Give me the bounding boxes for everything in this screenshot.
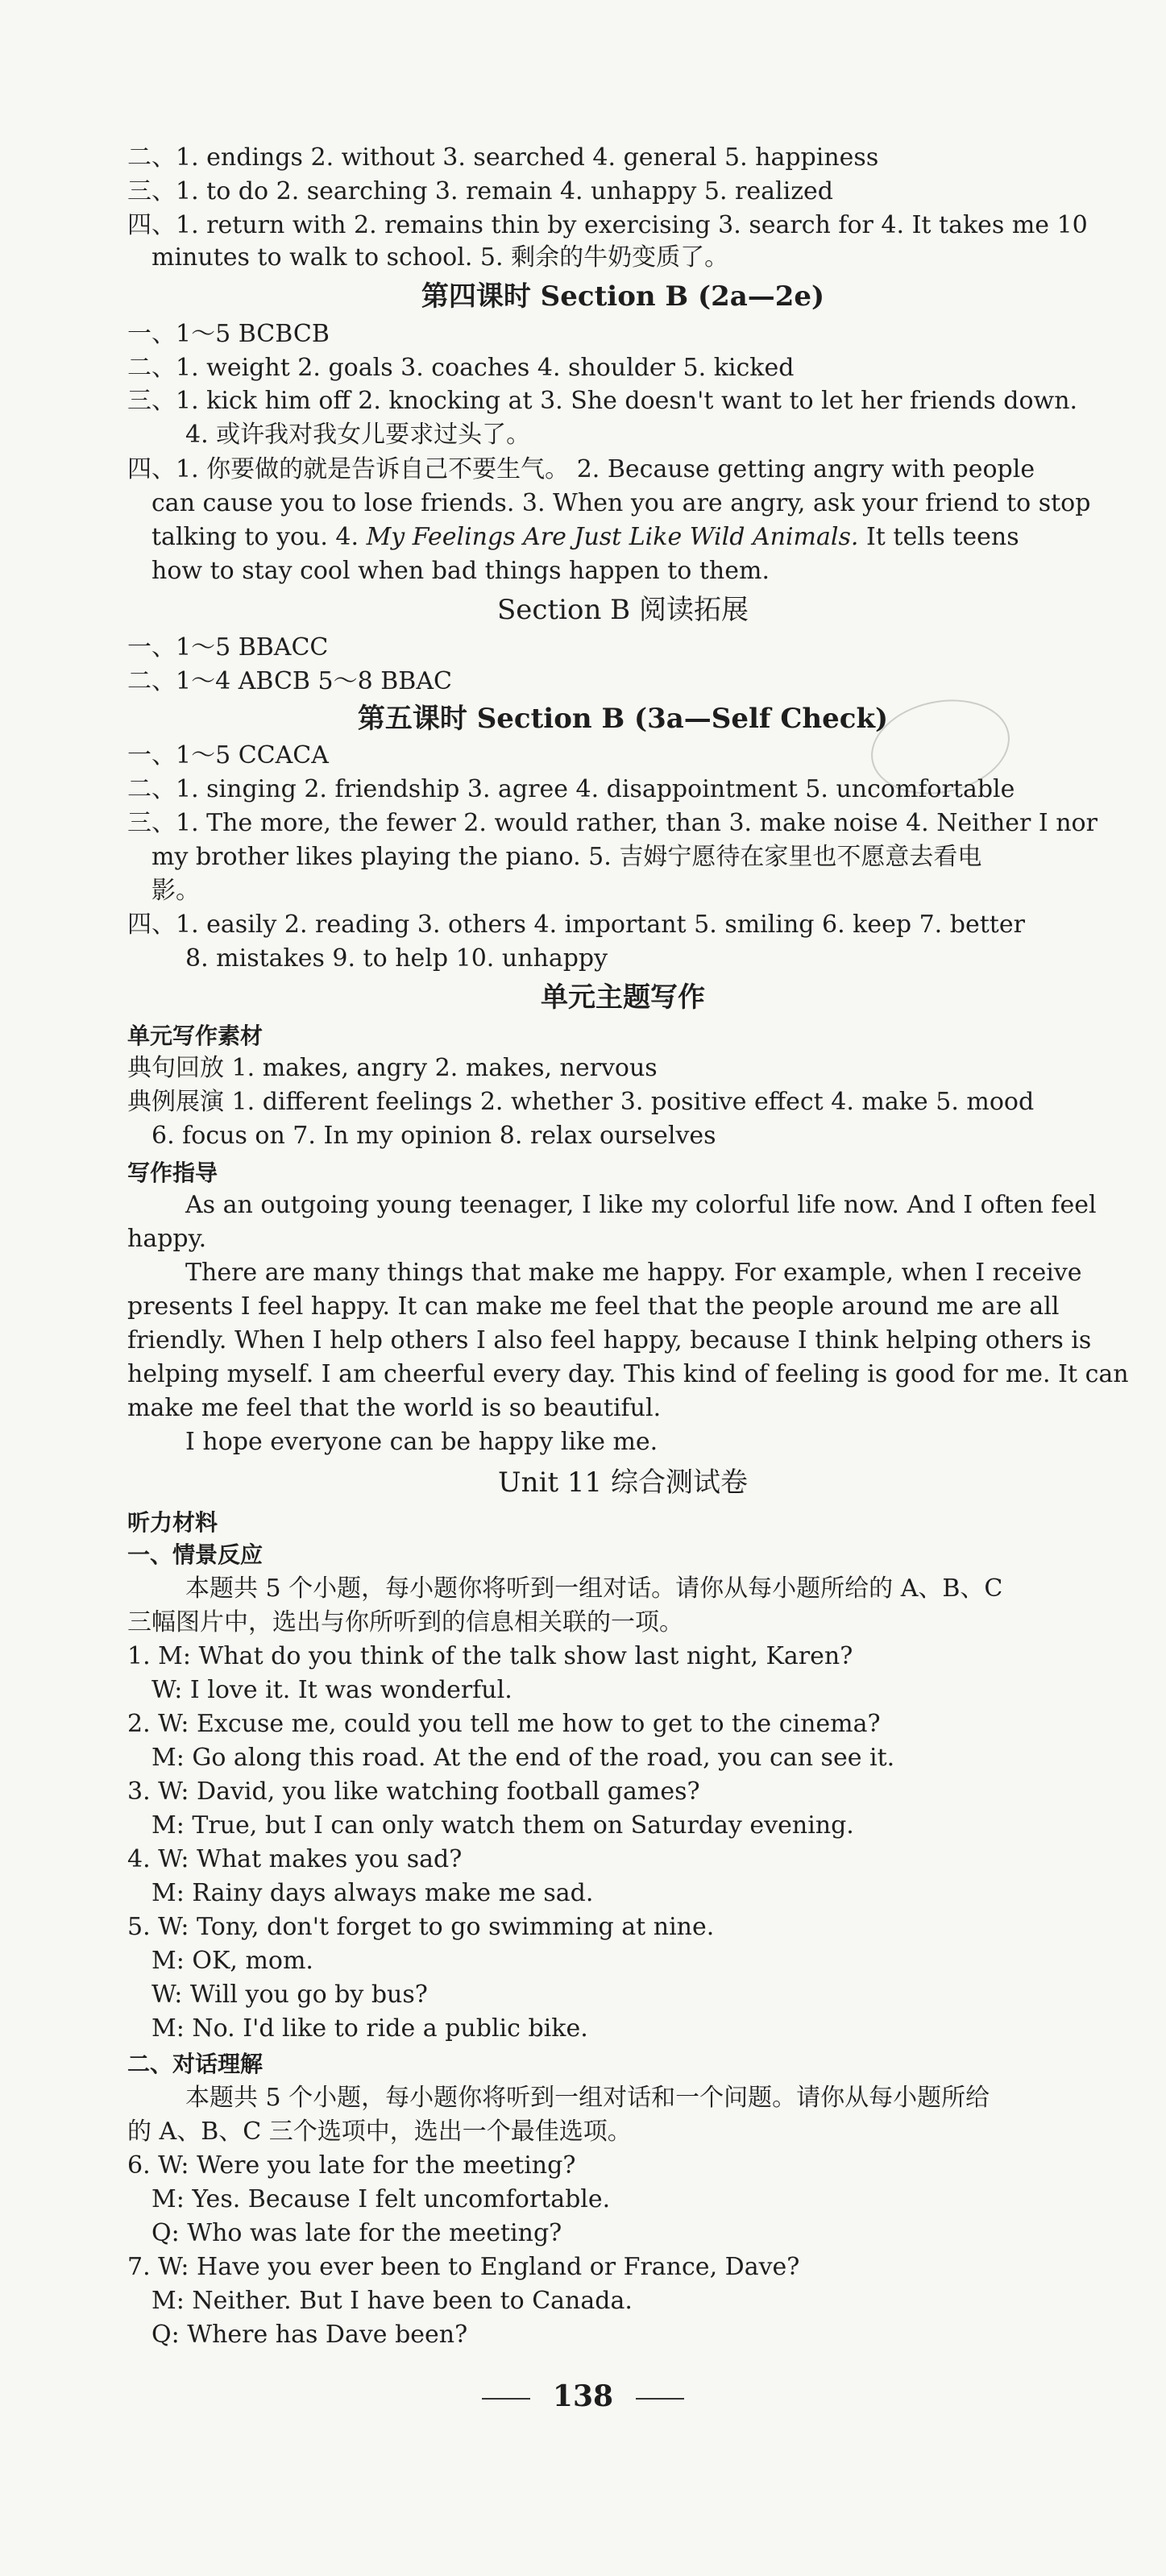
dialogue-line: 5. W: Tony, don't forget to go swimming at nine. <box>127 1913 715 1941</box>
dialogue-line: M: Yes. Because I felt uncomfortable. <box>151 2185 611 2213</box>
subheading: 写作指导 <box>127 1159 218 1186</box>
essay-line: friendly. When I help others I also feel happy, because I think helping others is <box>127 1326 1092 1354</box>
answer-line: can cause you to lose friends. 3. When you are angry, ask your friend to stop <box>151 489 1091 517</box>
answer-line: 影。 <box>151 877 200 905</box>
dialogue-line: M: Neither. But I have been to Canada. <box>151 2287 633 2315</box>
book-title: My Feelings Are Just Like Wild Animals. <box>366 523 859 551</box>
instruction-line: 三幅图片中，选出与你所听到的信息相关联的一项。 <box>127 1608 683 1636</box>
answer-text: talking to you. 4. <box>151 523 367 551</box>
answer-line: 二、1. endings 2. without 3. searched 4. general 5. happiness <box>127 143 879 172</box>
answer-line: 二、1～4 ABCB 5～8 BBAC <box>127 667 452 695</box>
answer-line: 三、1. kick him off 2. knocking at 3. She doesn't want to let her friends down. <box>127 387 1078 415</box>
dialogue-line: Q: Where has Dave been? <box>151 2321 468 2349</box>
answer-line: 6. focus on 7. In my opinion 8. relax ourselves <box>151 1122 716 1150</box>
section-title: Unit 11 综合测试卷 <box>498 1466 748 1499</box>
answer-text: It tells teens <box>858 523 1019 551</box>
instruction-line: 的 A、B、C 三个选项中，选出一个最佳选项。 <box>127 2118 632 2146</box>
section-title: 单元主题写作 <box>541 981 705 1014</box>
instruction-line: 本题共 5 个小题，每小题你将听到一组对话。请你从每小题所给的 A、B、C <box>185 1574 1003 1603</box>
subheading: 听力材料 <box>127 1509 218 1536</box>
dialogue-line: 4. W: What makes you sad? <box>127 1845 463 1873</box>
dialogue-line: 7. W: Have you ever been to England or France, Dave? <box>127 2253 800 2281</box>
subheading: 单元写作素材 <box>127 1023 263 1049</box>
answer-line: 四、1. return with 2. remains thin by exercising 3. search for 4. It takes me 10 <box>127 211 1088 239</box>
answer-line: how to stay cool when bad things happen to them. <box>151 557 770 585</box>
answer-line: 4. 或许我对我女儿要求过头了。 <box>185 421 531 449</box>
essay-line: happy. <box>127 1225 207 1253</box>
section-title: 第五课时 Section B (3a—Self Check) <box>357 703 889 735</box>
subheading: 二、对话理解 <box>127 2051 263 2077</box>
essay-line: As an outgoing young teenager, I like my colorful life now. And I often feel <box>185 1191 1097 1219</box>
answer-line: my brother likes playing the piano. 5. 吉姆宁愿待在家里也不愿意去看电 <box>151 843 982 871</box>
answer-line: 三、1. The more, the fewer 2. would rather, than 3. make noise 4. Neither I nor <box>127 809 1098 837</box>
footer-rule <box>636 2398 684 2400</box>
section-title: 第四课时 Section B (2a—2e) <box>421 280 825 313</box>
essay-line: make me feel that the world is so beautiful. <box>127 1394 662 1422</box>
answer-line: 二、1. weight 2. goals 3. coaches 4. shoulder 5. kicked <box>127 354 795 382</box>
dialogue-line: 6. W: Were you late for the meeting? <box>127 2151 576 2180</box>
dialogue-line: 2. W: Excuse me, could you tell me how to get to the cinema? <box>127 1710 881 1738</box>
dialogue-line: M: True, but I can only watch them on Saturday evening. <box>151 1811 854 1840</box>
page-footer <box>0 2377 1166 2416</box>
answer-line: 一、1～5 CCACA <box>127 741 329 769</box>
essay-line: presents I feel happy. It can make me feel that the people around me are all <box>127 1292 1060 1321</box>
answer-line <box>151 521 1143 554</box>
essay-line: helping myself. I am cheerful every day. This kind of feeling is good for me. It can <box>127 1360 1129 1388</box>
answer-line: 三、1. to do 2. searching 3. remain 4. unhappy 5. realized <box>127 177 833 205</box>
dialogue-line: M: Go along this road. At the end of the road, you can see it. <box>151 1744 895 1772</box>
answer-line: 四、1. 你要做的就是告诉自己不要生气。 2. Because getting angry with people <box>127 455 1035 483</box>
answer-line: 一、1～5 BCBCB <box>127 320 330 348</box>
dialogue-line: 1. M: What do you think of the talk show last night, Karen? <box>127 1642 853 1670</box>
section-title: Section B 阅读拓展 <box>497 594 749 626</box>
footer-rule <box>482 2398 530 2400</box>
essay-line: I hope everyone can be happy like me. <box>185 1428 658 1456</box>
dialogue-line: M: No. I'd like to ride a public bike. <box>151 2014 588 2043</box>
dialogue-line: M: OK, mom. <box>151 1947 313 1975</box>
answer-line: 一、1～5 BBACC <box>127 633 329 662</box>
essay-line: There are many things that make me happy. For example, when I receive <box>185 1259 1082 1287</box>
subheading: 一、情景反应 <box>127 1541 263 1568</box>
dialogue-line: Q: Who was late for the meeting? <box>151 2219 562 2247</box>
dialogue-line: W: I love it. It was wonderful. <box>151 1676 512 1704</box>
dialogue-line: 3. W: David, you like watching football games? <box>127 1777 700 1806</box>
instruction-line: 本题共 5 个小题，每小题你将听到一组对话和一个问题。请你从每小题所给 <box>185 2084 990 2112</box>
dialogue-line: W: Will you go by bus? <box>151 1981 428 2009</box>
answer-line: minutes to walk to school. 5. 剩余的牛奶变质了。 <box>151 243 729 272</box>
answer-line: 二、1. singing 2. friendship 3. agree 4. disappointment 5. uncomfortable <box>127 775 1015 803</box>
answer-line: 典句回放 1. makes, angry 2. makes, nervous <box>127 1054 658 1082</box>
answer-line: 8. mistakes 9. to help 10. unhappy <box>185 944 608 973</box>
dialogue-line: M: Rainy days always make me sad. <box>151 1879 594 1907</box>
answer-line: 四、1. easily 2. reading 3. others 4. important 5. smiling 6. keep 7. better <box>127 911 1025 939</box>
page-number: 138 <box>552 2379 614 2413</box>
answer-line: 典例展演 1. different feelings 2. whether 3. positive effect 4. make 5. mood <box>127 1088 1035 1116</box>
